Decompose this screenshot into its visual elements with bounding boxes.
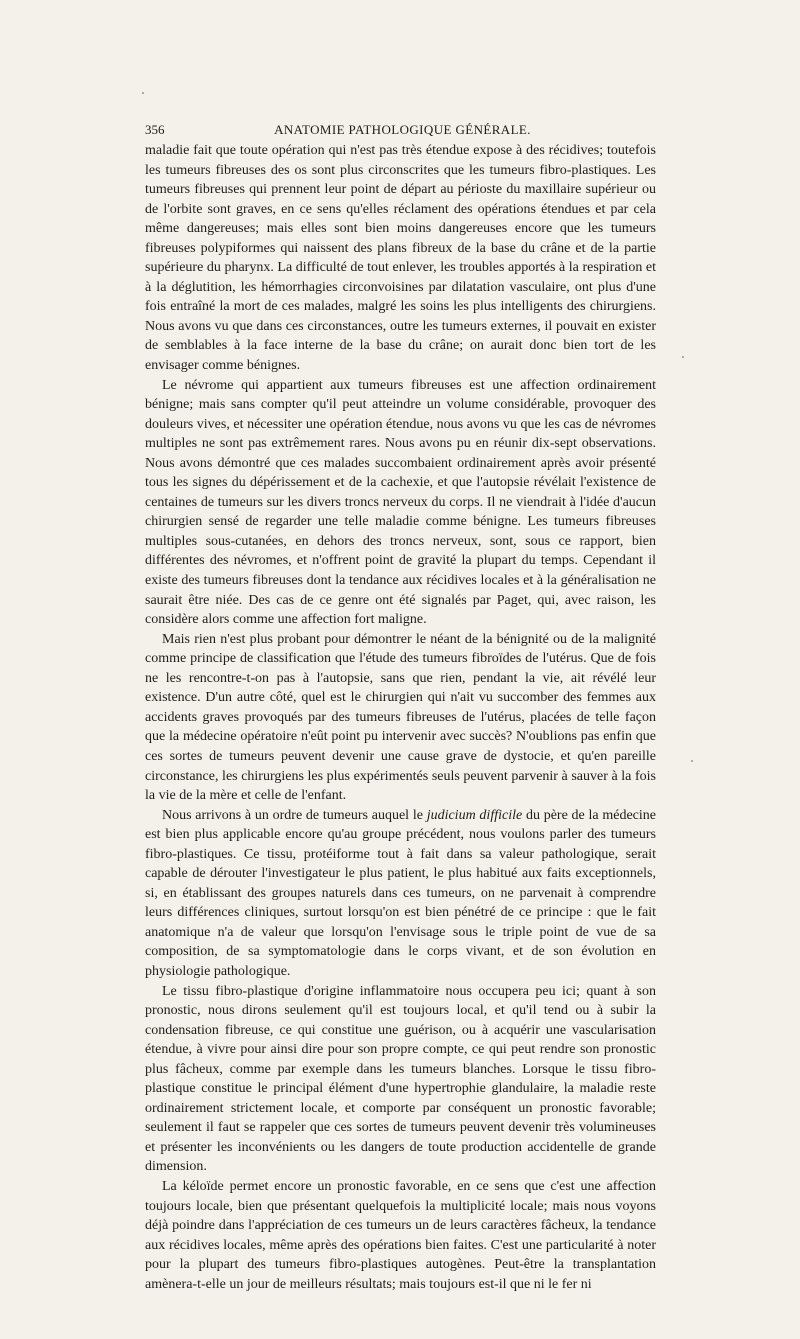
speck xyxy=(682,356,684,358)
body-text xyxy=(145,141,656,1294)
paragraph-text: Nous arrivons à un ordre de tumeurs auquel le xyxy=(162,807,427,823)
paragraph xyxy=(145,806,656,982)
paragraph: La kéloïde permet encore un pronostic favorable, en ce sens que c'est une affection toujours locale, bien que présentant quelquefois la multiplicité locale; mais nous voyons déjà poindre dans l'appréciation de ces tumeurs un de leurs caractères fâcheux, la tendance aux récidives locales, même après des opérations bien faites. C'est une particularité à noter pour la plupart des tumeurs fibro-plastiques autogènes. Peut-être la transplantation amènera-t-elle un jour de meilleurs résultats; mais toujours est-il que ni le fer ni xyxy=(145,1178,656,1292)
page-number: 356 xyxy=(145,122,165,137)
paragraph: Le tissu fibro-plastique d'origine inflammatoire nous occupera peu ici; quant à son pronostic, nous dirons seulement qu'il est toujours local, et qu'il tend ou à subir la condensation fibreuse, ce qui constitue une guérison, ou à acquérir une vascularisation étendue, à vivre pour ainsi dire pour son propre compte, ce qui peut rendre son pronostic plus fâcheux, comme par exemple dans les tumeurs blanches. Lorsque le tissu fibro-plastique constitue le principal élément d'une hypertrophie glandulaire, la maladie reste ordinairement strictement locale, et comporte par conséquent un pronostic favorable; seulement il faut se rappeler que ces sortes de tumeurs peuvent devenir très volumineuses et présenter les inconvénients ou les dangers de toute production accidentelle de grande dimension. xyxy=(145,983,656,1175)
paragraph: maladie fait que toute opération qui n'est pas très étendue expose à des récidives; toutefois les tumeurs fibreuses des os sont plus circonscrites que les tumeurs fibro-plastiques. Les tumeurs fibreuses qui prennent leur point de départ au périoste du maxillaire supérieur ou de l'orbite sont graves, en ce sens qu'elles réclament des opérations étendues et par cela même dangereuses; mais elles sont bien moins dangereuses encore que les tumeurs fibreuses polypiformes qui naissent des plans fibreux de la base du crâne et de la partie supérieure du pharynx. La difficulté de tout enlever, les troubles apportés à la respiration et à la déglutition, les hémorrhagies circonvoisines par dilatation vasculaire, ont plus d'une fois entraîné la mort de ces malades, malgré les soins les plus intelligents des chirurgiens. Nous avons vu que dans ces circonstances, outre les tumeurs externes, il pouvait en exister de semblables à la face interne de la base du crâne; on aurait donc bien tort de les envisager comme bénignes. xyxy=(145,143,656,374)
latin-phrase: judicium difficile xyxy=(426,807,523,823)
paragraph-text: du père de la médecine est bien plus applicable encore qu'au groupe précédent, nous voulons parler des tumeurs fibro-plastiques. Ce tissu, protéiforme tout à fait dans sa valeur pathologique, serait capable de dérouter l'investigateur le plus patient, le plus habitué aux faits exceptionnels, si, en établissant des groupes naturels dans ces tumeurs, on ne parvenait à comprendre leurs différences cliniques, surtout lorsqu'on est bien pénétré de ce principe : que le fait anatomique n'a de valeur que lorsqu'on l'envisage sous le triple point de vue de sa composition, de sa symptomatologie dans le corps vivant, et de son évolution en physiologie pathologique. xyxy=(145,807,656,979)
speck xyxy=(691,760,693,762)
speck xyxy=(142,92,144,94)
paragraph: Mais rien n'est plus probant pour démontrer le néant de la bénignité ou de la malignité comme principe de classification que l'étude des tumeurs fibroïdes de l'utérus. Que de fois ne les rencontre-t-on pas à l'autopsie, sans que rien, pendant la vie, ait révélé leur existence. D'un autre côté, quel est le chirurgien qui n'ait vu succomber des femmes aux accidents graves provoqués par des tumeurs fibreuses de l'utérus, placées de telle façon que la médecine opératoire n'eût point pu intervenir avec succès? N'oublions pas enfin que ces sortes de tumeurs peuvent devenir une cause grave de dystocie, et qu'en pareille circonstance, les chirurgiens les plus expérimentés seuls peuvent parvenir à sauver à la fois la vie de la mère et celle de l'enfant. xyxy=(145,631,656,804)
running-title: ANATOMIE PATHOLOGIQUE GÉNÉRALE. xyxy=(274,122,531,137)
paragraph: Le névrome qui appartient aux tumeurs fibreuses est une affection ordinairement bénigne; mais sans compter qu'il peut atteindre un volume considérable, provoquer des douleurs vives, et nécessiter une opération étendue, nous avons vu que les cas de névromes multiples ne sont pas extrêmement rares. Nous avons pu en réunir dix-sept observations. Nous avons démontré que ces malades succombaient ordinairement après avoir présenté tous les signes du dépérissement et de la cachexie, et que l'autopsie révélait l'existence de centaines de tumeurs sur les divers troncs nerveux du corps. Il ne viendrait à l'idée d'aucun chirurgien sensé de regarder une telle maladie comme bénigne. Les tumeurs fibreuses multiples sous-cutanées, en dehors des troncs nerveux, sont, sous ce rapport, bien différentes des névromes, et n'offrent point de gravité la plupart du temps. Cependant il existe des tumeurs fibreuses dont la tendance aux récidives locales et à la généralisation ne saurait être niée. Des cas de ce genre ont été signalés par Paget, qui, avec raison, les considère alors comme une affection fort maligne. xyxy=(145,377,656,628)
page-header xyxy=(145,122,660,142)
